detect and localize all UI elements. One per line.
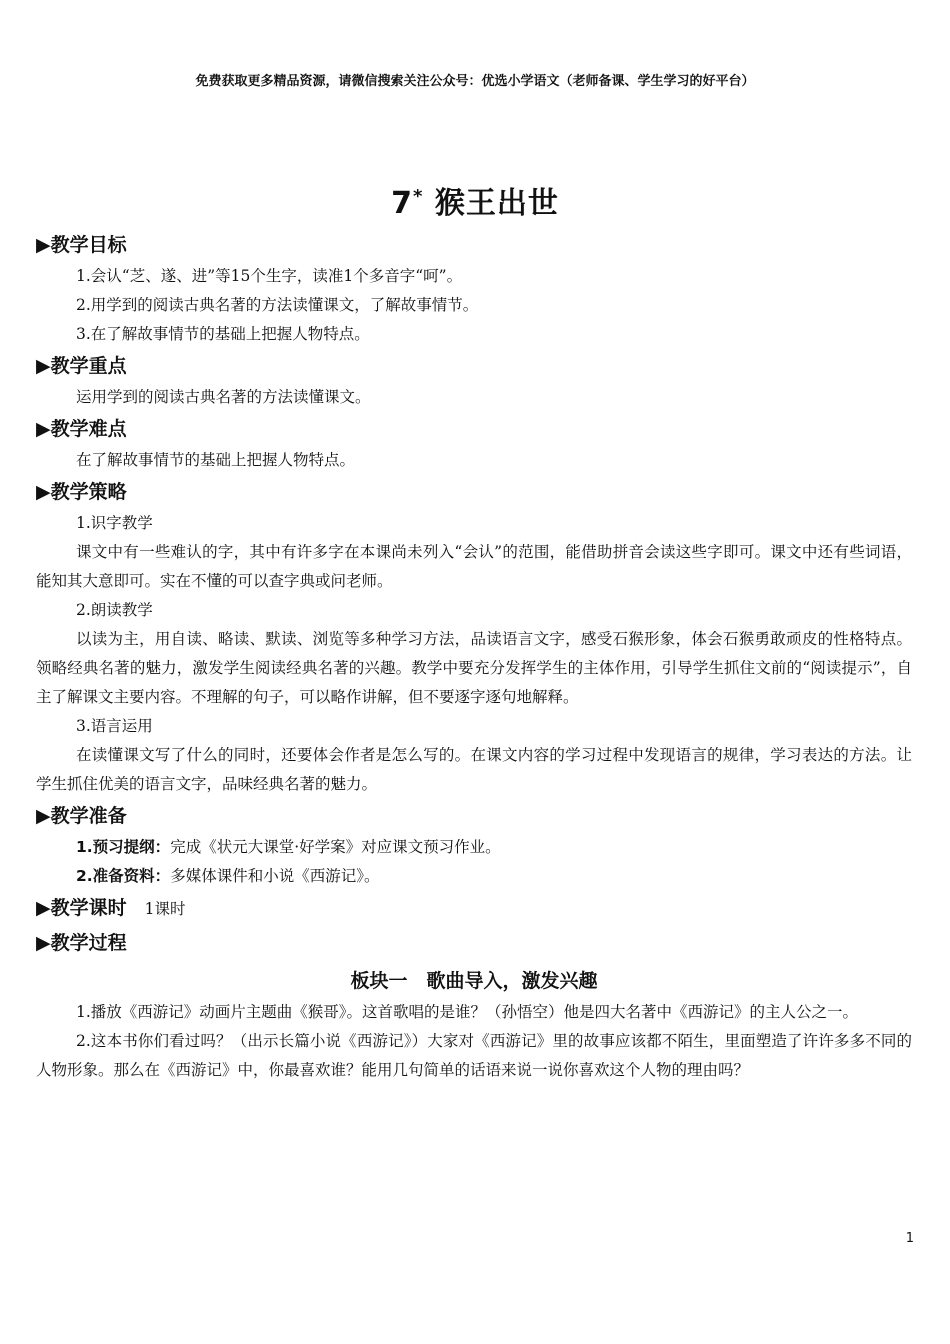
heading-process: ▶教学过程 xyxy=(36,932,127,954)
strategy-subtitle: 2.朗读教学 xyxy=(76,601,153,619)
heading-difficulties: ▶教学难点 xyxy=(36,418,127,440)
promo-banner: 免费获取更多精品资源，请微信搜索关注公众号：优选小学语文（老师备课、学生学习的好平台） xyxy=(195,74,755,89)
heading-key-points: ▶教学重点 xyxy=(36,355,127,377)
preparation-text: 多媒体课件和小说《西游记》。 xyxy=(170,867,380,885)
period-heading-text: ▶教学课时 xyxy=(36,897,127,919)
heading-period xyxy=(36,891,912,926)
process-paragraph: 2.这本书你们看过吗？（出示长篇小说《西游记》）大家对《西游记》里的故事应该都不陌生，里面塑造了许许多多不同的人物形象。那么在《西游记》中，你最喜欢谁？能用几句简单的话语来说一说你喜欢这个人物的理由吗？ xyxy=(36,1032,912,1079)
process-paragraph: 1.播放《西游记》动画片主题曲《猴哥》。这首歌唱的是谁？（孙悟空）他是四大名著中《西游记》的主人公之一。 xyxy=(76,1003,859,1021)
heading-preparation: ▶教学准备 xyxy=(36,805,127,827)
key-points-text: 运用学到的阅读古典名著的方法读懂课文。 xyxy=(76,388,371,406)
heading-strategy: ▶教学策略 xyxy=(36,481,127,503)
strategy-text: 在读懂课文写了什么的同时，还要体会作者是怎么写的。在课文内容的学习过程中发现语言的规律，学习表达的方法。让学生抓住优美的语言文字，品味经典名著的魅力。 xyxy=(36,746,912,793)
block-title: 板块一 歌曲导入，激发兴趣 xyxy=(350,970,598,992)
strategy-text: 课文中有一些难认的字，其中有许多字在本课尚未列入“会认”的范围，能借助拼音会读这些字即可。课文中还有些词语，能知其大意即可。实在不懂的可以查字典或问老师。 xyxy=(36,543,912,590)
goal-item: 3.在了解故事情节的基础上把握人物特点。 xyxy=(76,325,370,343)
preparation-item xyxy=(36,833,912,862)
strategy-text: 以读为主，用自读、略读、默读、浏览等多种学习方法，品读语言文字，感受石猴形象，体会石猴勇敢顽皮的性格特点。领略经典名著的魅力，激发学生阅读经典名著的兴趣。教学中要充分发挥学生的主体作用，引导学生抓住文前的“阅读提示”，自主了解课文主要内容。不理解的句子，可以略作讲解，但不要逐字逐句地解释。 xyxy=(36,630,912,706)
document-body xyxy=(36,228,912,1085)
goal-item: 1.会认“芝、遂、进”等15个生字，读准1个多音字“呵”。 xyxy=(76,267,463,285)
period-value: 1课时 xyxy=(144,900,186,918)
lesson-title-text: 猴王出世 xyxy=(434,186,559,221)
difficulties-text: 在了解故事情节的基础上把握人物特点。 xyxy=(76,451,356,469)
preparation-label: 1.预习提纲： xyxy=(76,838,171,856)
goal-item: 2.用学到的阅读古典名著的方法读懂课文，了解故事情节。 xyxy=(76,296,479,314)
page-number: 1 xyxy=(905,1231,914,1246)
lesson-number: 7 xyxy=(391,186,413,221)
heading-goals: ▶教学目标 xyxy=(36,234,127,256)
lesson-mark: * xyxy=(413,186,424,207)
preparation-label: 2.准备资料： xyxy=(76,867,171,885)
strategy-subtitle: 3.语言运用 xyxy=(76,717,153,735)
preparation-item xyxy=(36,862,912,891)
strategy-subtitle: 1.识字教学 xyxy=(76,514,153,532)
preparation-text: 完成《状元大课堂·好学案》对应课文预习作业。 xyxy=(170,838,501,856)
lesson-title xyxy=(0,178,950,222)
